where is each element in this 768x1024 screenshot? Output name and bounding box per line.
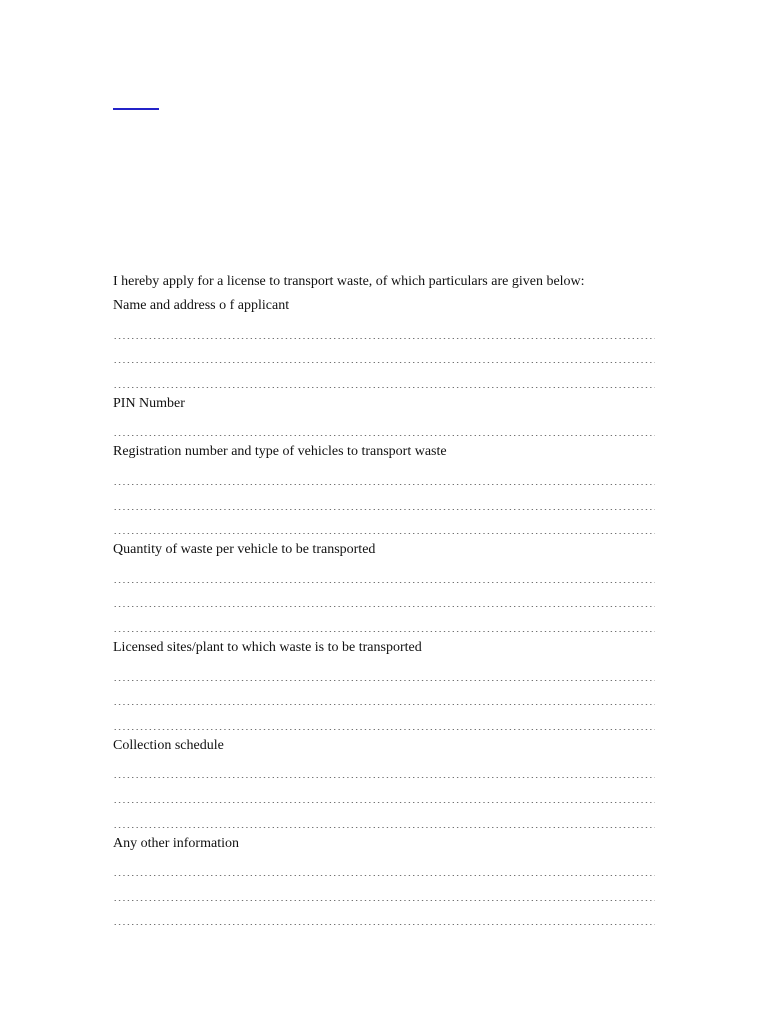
fill-line[interactable] bbox=[113, 611, 655, 636]
fill-line[interactable] bbox=[113, 758, 655, 783]
label-other-information: Any other information bbox=[113, 835, 239, 851]
label-pin-number: PIN Number bbox=[113, 395, 185, 411]
top-hyperlink[interactable] bbox=[113, 94, 159, 110]
fill-line[interactable] bbox=[113, 562, 655, 587]
section-vehicle-registration bbox=[113, 440, 655, 538]
fill-line[interactable] bbox=[113, 587, 655, 612]
license-application-form bbox=[113, 270, 655, 929]
section-collection-schedule bbox=[113, 734, 655, 832]
section-pin-number bbox=[113, 392, 655, 441]
label-waste-quantity: Quantity of waste per vehicle to be transported bbox=[113, 542, 376, 558]
fill-line[interactable] bbox=[113, 709, 655, 734]
fill-line[interactable] bbox=[113, 343, 655, 368]
fill-line[interactable] bbox=[113, 416, 655, 441]
section-waste-quantity bbox=[113, 538, 655, 636]
label-collection-schedule: Collection schedule bbox=[113, 737, 224, 753]
fill-line[interactable] bbox=[113, 807, 655, 832]
fill-line[interactable] bbox=[113, 514, 655, 539]
fill-line[interactable] bbox=[113, 489, 655, 514]
fill-line[interactable] bbox=[113, 367, 655, 392]
section-applicant-name-address bbox=[113, 294, 655, 392]
form-intro: I hereby apply for a license to transport waste, of which particulars are given below: bbox=[113, 274, 585, 289]
fill-line[interactable] bbox=[113, 318, 655, 343]
fill-line[interactable] bbox=[113, 464, 655, 489]
section-licensed-sites bbox=[113, 636, 655, 734]
label-vehicle-registration: Registration number and type of vehicles to transport waste bbox=[113, 444, 447, 460]
fill-line[interactable] bbox=[113, 685, 655, 710]
section-other-information bbox=[113, 832, 655, 930]
fill-line[interactable] bbox=[113, 660, 655, 685]
fill-line[interactable] bbox=[113, 782, 655, 807]
fill-line[interactable] bbox=[113, 880, 655, 905]
fill-line[interactable] bbox=[113, 905, 655, 930]
fill-line[interactable] bbox=[113, 856, 655, 881]
label-applicant-name-address: Name and address o f applicant bbox=[113, 298, 290, 313]
label-licensed-sites: Licensed sites/plant to which waste is to be transported bbox=[113, 639, 422, 655]
